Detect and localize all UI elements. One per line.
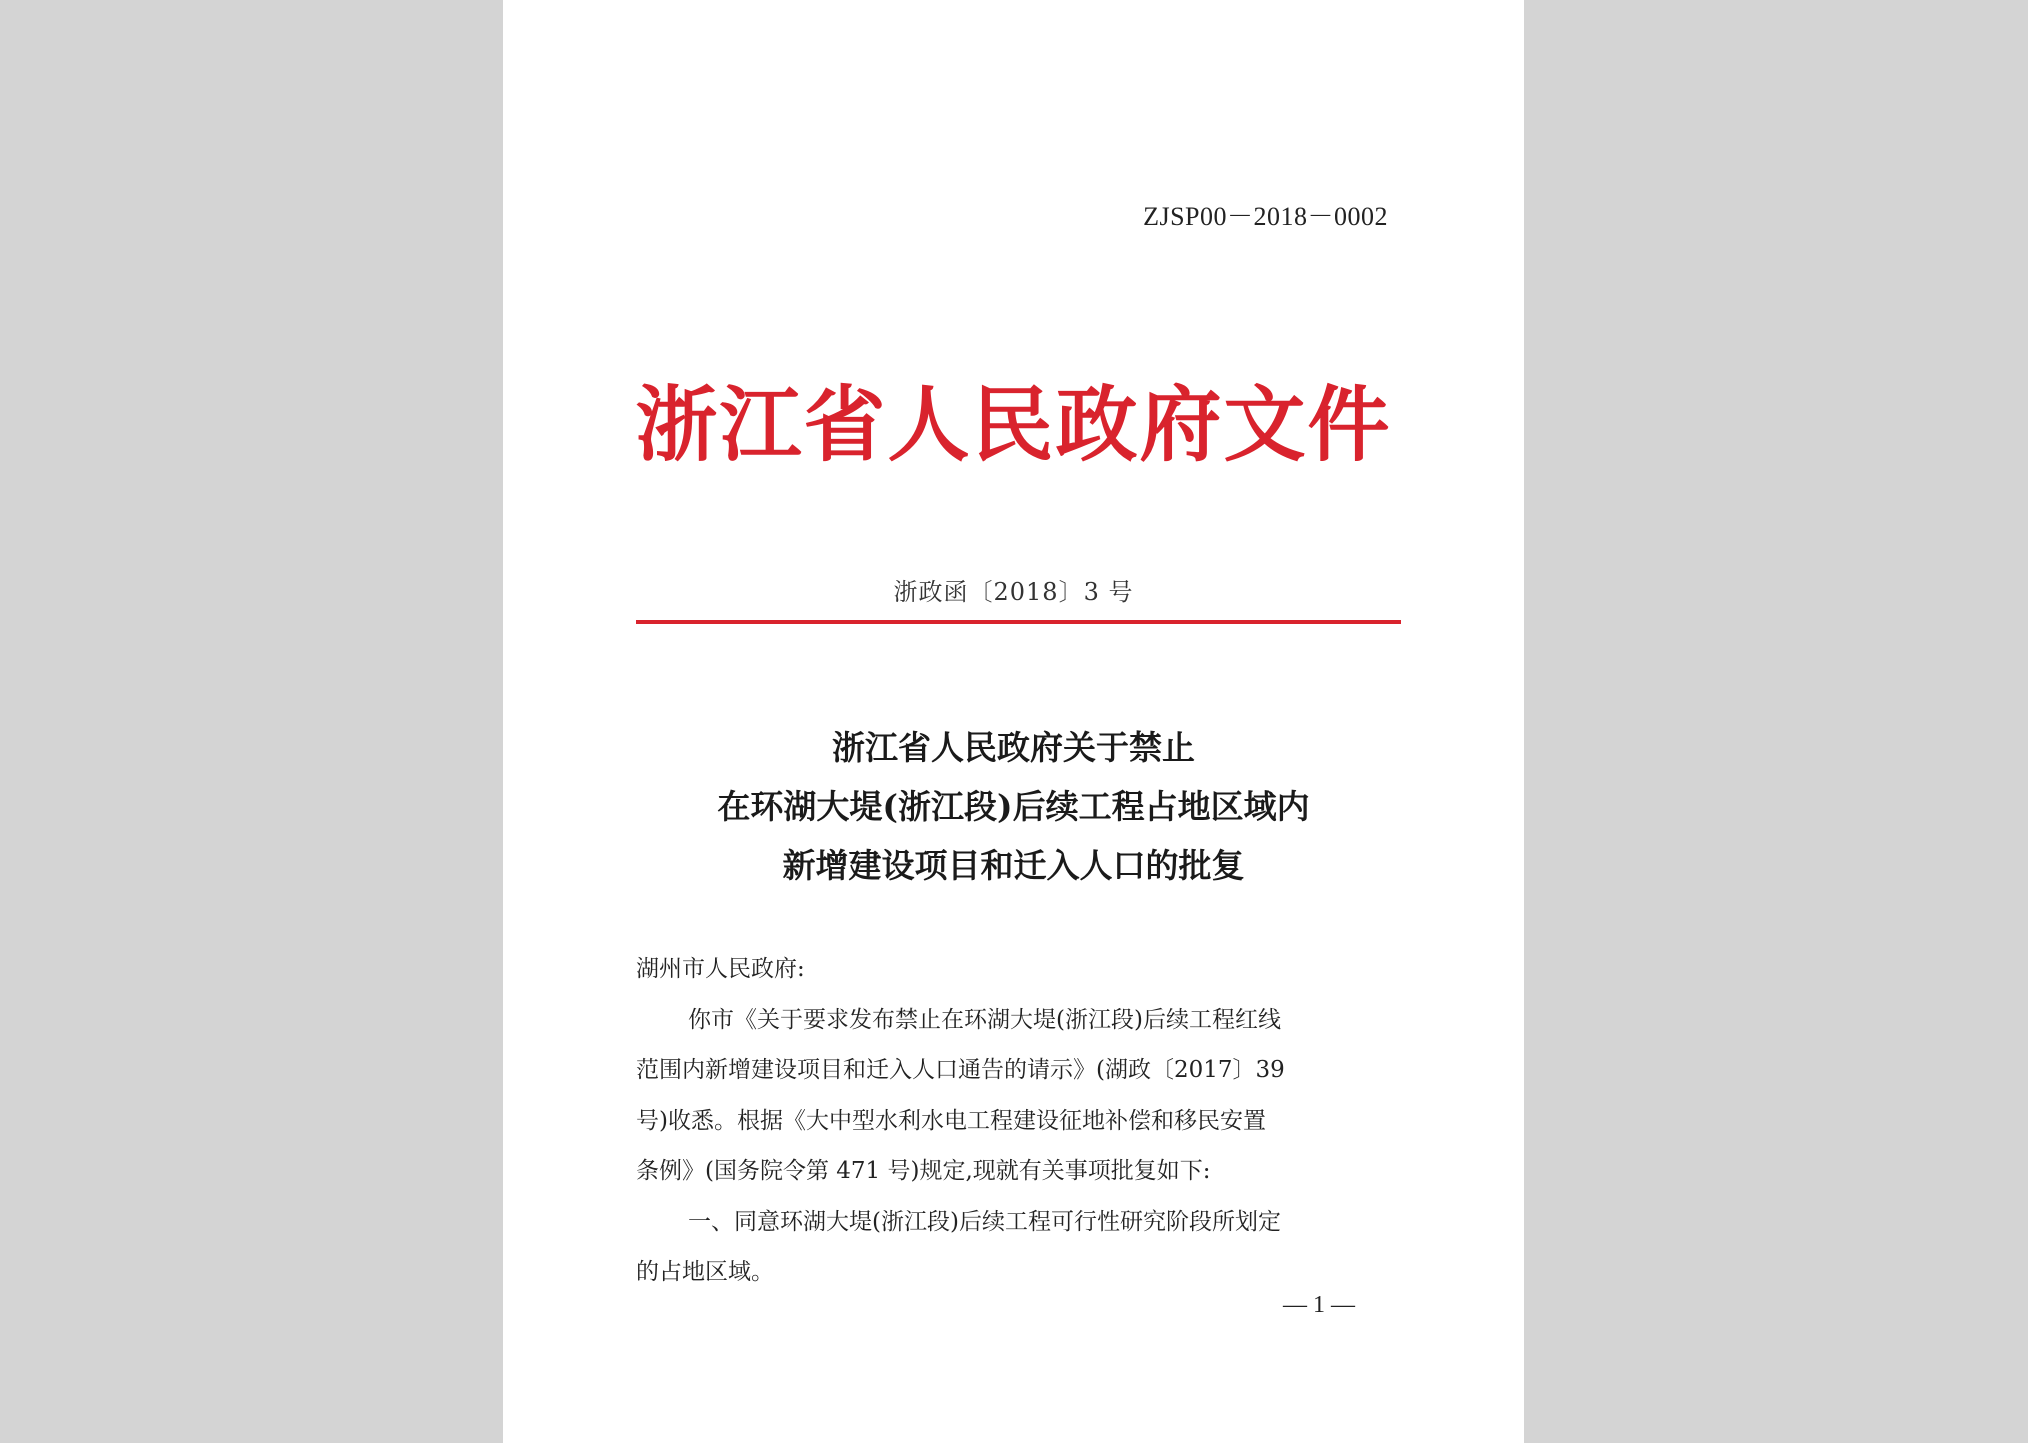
title-line: 浙江省人民政府关于禁止 (832, 728, 1195, 767)
body-line: 号)收悉。根据《大中型水利水电工程建设征地补偿和移民安置 (636, 1107, 1266, 1134)
addressee: 湖州市人民政府: (636, 956, 805, 982)
body-line: 一、同意环湖大堤(浙江段)后续工程可行性研究阶段所划定 (688, 1208, 1281, 1235)
title-line: 新增建设项目和迁入人口的批复 (782, 846, 1245, 885)
document-code: ZJSP00－2018－0002 (1143, 202, 1388, 231)
body-line: 条例》(国务院令第 471 号)规定,现就有关事项批复如下: (636, 1158, 1211, 1184)
document-body (636, 944, 1401, 1298)
title-line: 在环湖大堤(浙江段)后续工程占地区域内 (717, 787, 1310, 826)
body-line: 你市《关于要求发布禁止在环湖大堤(浙江段)后续工程红线 (688, 1006, 1281, 1033)
issue-number: 浙政函〔2018〕3 号 (893, 578, 1134, 606)
body-line: 范围内新增建设项目和迁入人口通告的请示》(湖政〔2017〕39 (636, 1057, 1285, 1083)
body-line: 的占地区域。 (636, 1259, 774, 1285)
document-title (503, 718, 1524, 895)
document-header-title: 浙江省人民政府文件 (635, 377, 1392, 473)
document-page (503, 0, 1524, 1443)
red-divider (636, 620, 1401, 624)
page-number: — 1 — (1283, 1292, 1355, 1318)
